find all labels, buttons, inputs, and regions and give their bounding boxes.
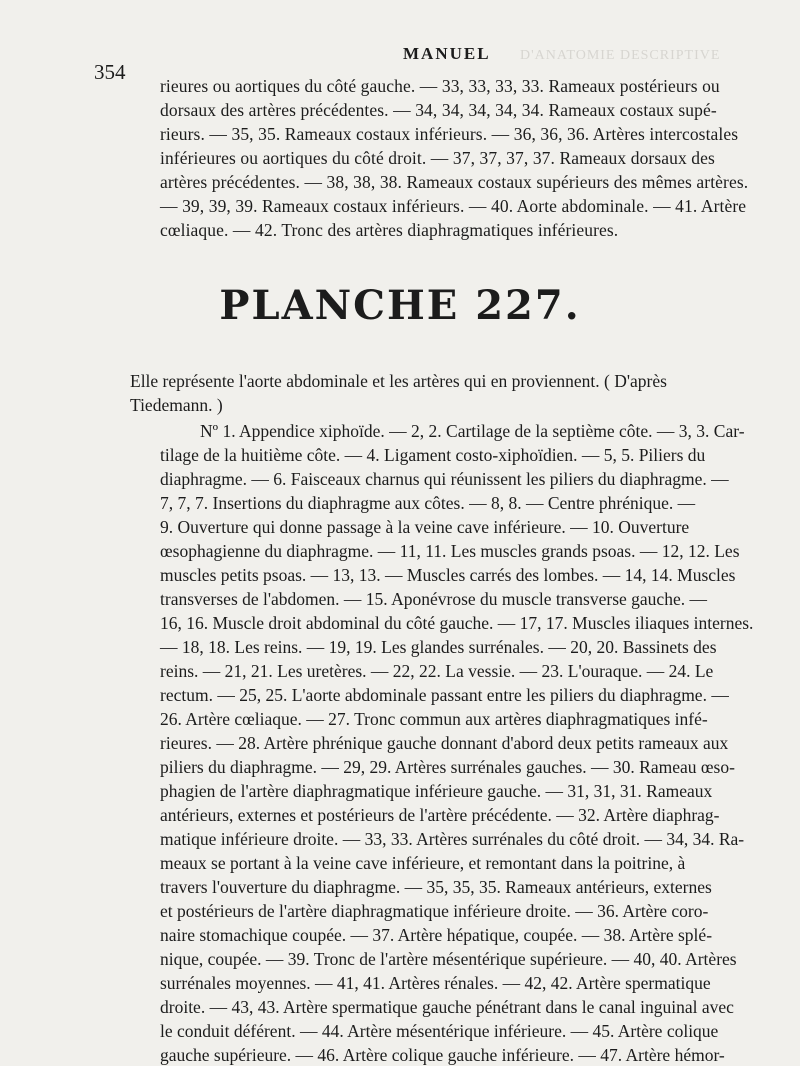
plate-title: PLANCHE 227. bbox=[219, 282, 581, 329]
legend-line: phagien de l'artère diaphragmatique inférieure gauche. — 31, 31, 31. Rameaux bbox=[160, 781, 713, 801]
legend-line: le conduit déférent. — 44. Artère mésentérique inférieure. — 45. Artère colique bbox=[160, 1021, 719, 1041]
legend-line: travers l'ouverture du diaphragme. — 35, 35, 35. Rameaux antérieurs, externes bbox=[160, 877, 712, 897]
legend-line: diaphragme. — 6. Faisceaux charnus qui réunissent les piliers du diaphragme. — bbox=[160, 469, 729, 489]
legend-line: 26. Artère cœliaque. — 27. Tronc commun aux artères diaphragmatiques infé- bbox=[160, 709, 708, 729]
legend-line: — 18, 18. Les reins. — 19, 19. Les glandes surrénales. — 20, 20. Bassinets des bbox=[160, 637, 717, 657]
intro-line: Elle représente l'aorte abdominale et les artères qui en proviennent. ( D'après bbox=[130, 371, 667, 391]
legend-line: naire stomachique coupée. — 37. Artère hépatique, coupée. — 38. Artère splé- bbox=[160, 925, 713, 945]
legend-line: rectum. — 25, 25. L'aorte abdominale passant entre les piliers du diaphragme. — bbox=[160, 685, 729, 705]
legend-line: antérieurs, externes et postérieurs de l'artère précédente. — 32. Artère diaphrag- bbox=[160, 805, 720, 825]
text-line: cœliaque. — 42. Tronc des artères diaphragmatiques inférieures. bbox=[160, 220, 619, 240]
legend-line: gauche supérieure. — 46. Artère colique gauche inférieure. — 47. Artère hémor- bbox=[160, 1045, 725, 1065]
text-line: rieurs. — 35, 35. Rameaux costaux inférieurs. — 36, 36, 36. Artères intercostales bbox=[160, 124, 739, 144]
legend-line: droite. — 43, 43. Artère spermatique gauche pénétrant dans le canal inguinal avec bbox=[160, 997, 734, 1017]
bleed-through-text: D'ANATOMIE DESCRIPTIVE bbox=[520, 48, 721, 63]
legend-line: 9. Ouverture qui donne passage à la veine cave inférieure. — 10. Ouverture bbox=[160, 517, 690, 537]
text-line: artères précédentes. — 38, 38, 38. Rameaux costaux supérieurs des mêmes artères. bbox=[160, 172, 749, 192]
legend-line: matique inférieure droite. — 33, 33. Artères surrénales du côté droit. — 34, 34. Ra- bbox=[160, 829, 745, 849]
page-number: 354 bbox=[94, 60, 126, 84]
running-head: MANUEL bbox=[403, 44, 491, 63]
text-line: rieures ou aortiques du côté gauche. — 33, 33, 33, 33. Rameaux postérieurs ou bbox=[160, 76, 720, 96]
legend-line: Nº 1. Appendice xiphoïde. — 2, 2. Cartilage de la septième côte. — 3, 3. Car- bbox=[200, 421, 745, 441]
legend-line: 7, 7, 7. Insertions du diaphragme aux côtes. — 8, 8. — Centre phrénique. — bbox=[160, 493, 696, 513]
intro-line: Tiedemann. ) bbox=[130, 395, 223, 415]
legend-line: rieures. — 28. Artère phrénique gauche donnant d'abord deux petits rameaux aux bbox=[160, 733, 729, 753]
legend-line: œsophagienne du diaphragme. — 11, 11. Les muscles grands psoas. — 12, 12. Les bbox=[160, 541, 740, 561]
legend-line: piliers du diaphragme. — 29, 29. Artères surrénales gauches. — 30. Rameau œso- bbox=[160, 757, 735, 777]
legend-line: 16, 16. Muscle droit abdominal du côté gauche. — 17, 17. Muscles iliaques internes. bbox=[160, 613, 754, 633]
legend-line: nique, coupée. — 39. Tronc de l'artère mésentérique supérieure. — 40, 40. Artères bbox=[160, 949, 737, 969]
legend-line: transverses de l'abdomen. — 15. Aponévrose du muscle transverse gauche. — bbox=[160, 589, 707, 609]
legend-line: reins. — 21, 21. Les uretères. — 22, 22. La vessie. — 23. L'ouraque. — 24. Le bbox=[160, 661, 714, 681]
text-line: — 39, 39, 39. Rameaux costaux inférieurs. — 40. Aorte abdominale. — 41. Artère bbox=[160, 196, 747, 216]
text-line: inférieures ou aortiques du côté droit. — 37, 37, 37, 37. Rameaux dorsaux des bbox=[160, 148, 715, 168]
text-line: dorsaux des artères précédentes. — 34, 34, 34, 34, 34. Rameaux costaux supé- bbox=[160, 100, 717, 120]
legend-line: meaux se portant à la veine cave inférieure, et remontant dans la poitrine, à bbox=[160, 853, 686, 873]
legend-line: surrénales moyennes. — 41, 41. Artères rénales. — 42, 42. Artère spermatique bbox=[160, 973, 711, 993]
legend-line: et postérieurs de l'artère diaphragmatique inférieure droite. — 36. Artère coro- bbox=[160, 901, 709, 921]
legend-line: muscles petits psoas. — 13, 13. — Muscles carrés des lombes. — 14, 14. Muscles bbox=[160, 565, 736, 585]
legend-line: tilage de la huitième côte. — 4. Ligament costo-xiphoïdien. — 5, 5. Piliers du bbox=[160, 445, 706, 465]
